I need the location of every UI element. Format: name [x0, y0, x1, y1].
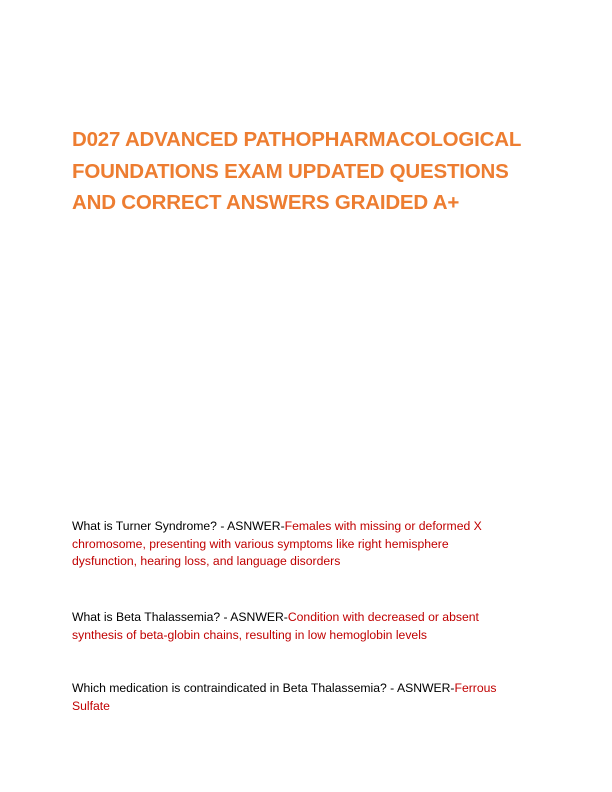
- answer-text: synthesis of beta-globin chains, resulting in low hemoglobin levels: [72, 627, 427, 642]
- answer-text: chromosome, presenting with various symptoms like right hemisphere: [72, 536, 449, 551]
- answer-text: dysfunction, hearing loss, and language disorders: [72, 554, 341, 568]
- question-text: What is Beta Thalassemia? - ASNWER-: [72, 610, 288, 624]
- answer-text: Condition with decreased or absent: [287, 610, 479, 624]
- question-text: Which medication is contraindicated in Beta Thalassemia? - ASNWER-: [72, 681, 455, 695]
- qa-item-contraindicated-medication: [72, 680, 542, 715]
- answer-text: Ferrous: [454, 681, 497, 695]
- qa-line: [72, 680, 542, 698]
- qa-line: [72, 518, 542, 536]
- title-line: D027 ADVANCED PATHOPHARMACOLOGICAL: [72, 128, 522, 151]
- question-text: What is Turner Syndrome? - ASNWER-: [72, 519, 285, 533]
- title-line: FOUNDATIONS EXAM UPDATED QUESTIONS: [72, 159, 509, 183]
- document-title: [72, 124, 542, 219]
- answer-text: Females with missing or deformed X: [284, 519, 482, 533]
- qa-item-beta-thalassemia: [72, 609, 542, 644]
- answer-text: Sulfate: [72, 698, 110, 713]
- qa-item-turner-syndrome: [72, 518, 542, 571]
- qa-line: [72, 609, 542, 627]
- title-line: AND CORRECT ANSWERS GRAIDED A+: [72, 191, 460, 214]
